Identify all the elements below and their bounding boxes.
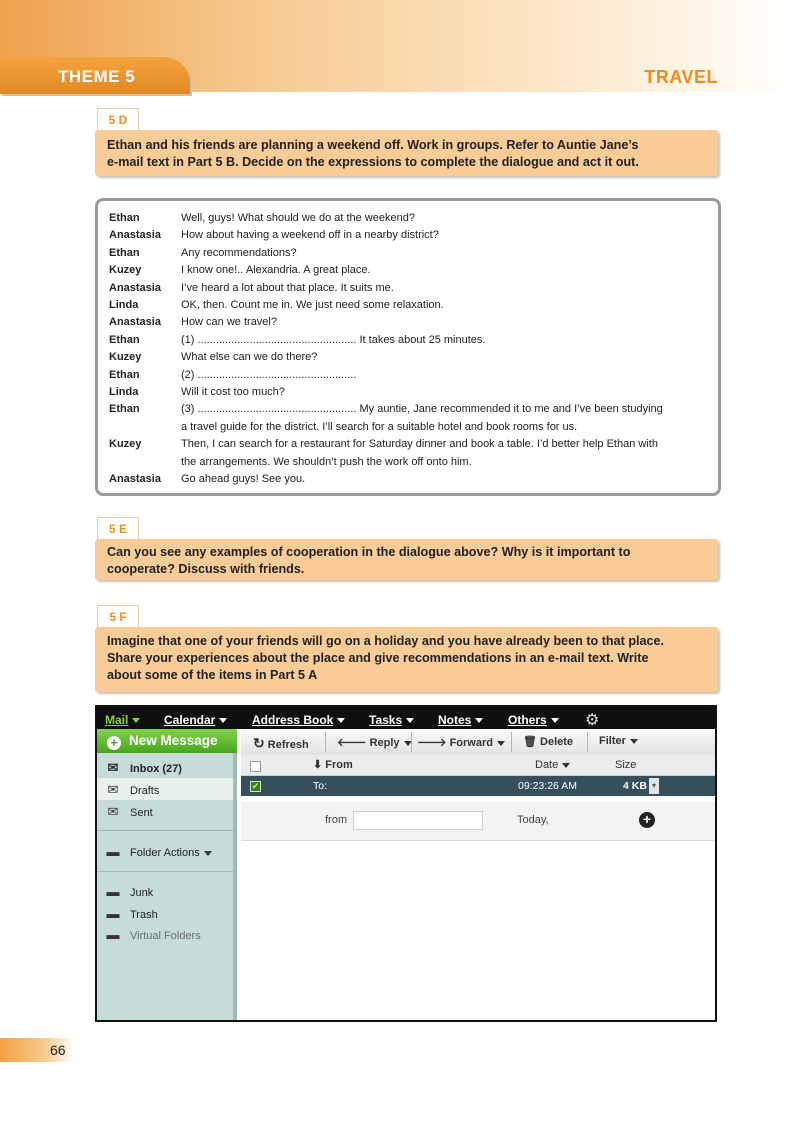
column-from[interactable] [313, 758, 353, 771]
instruction-5e-line-1: Can you see any examples of cooperation in the dialogue above? Why is it important to [107, 545, 631, 559]
speech: What else can we do there? [181, 351, 318, 364]
toolbar-separator [511, 732, 512, 752]
toolbar-separator [587, 732, 588, 752]
instruction-5d-line-1: Ethan and his friends are planning a weekend off. Work in groups. Refer to Auntie Jane’s [107, 138, 639, 152]
speaker: Anastasia [109, 316, 161, 329]
speaker: Kuzey [109, 351, 142, 364]
menu-mail[interactable] [105, 713, 140, 727]
folder-junk-label: Junk [130, 887, 154, 899]
speaker: Anastasia [109, 473, 161, 486]
speaker: Kuzey [109, 264, 142, 277]
dialogue-line [109, 367, 708, 384]
speech: Any recommendations? [181, 246, 297, 259]
menu-others[interactable] [508, 713, 559, 727]
menu-notes[interactable] [438, 713, 483, 727]
sidebar-divider [97, 871, 233, 872]
dialogue-box [95, 198, 721, 496]
message-to: To: [313, 780, 328, 792]
menu-tasks-label: Tasks [369, 713, 403, 727]
forward-button[interactable] [417, 735, 505, 749]
dialogue-line [109, 227, 708, 244]
column-size[interactable]: Size [615, 759, 637, 771]
dialogue-line [109, 245, 708, 262]
menu-calendar[interactable] [164, 713, 227, 727]
today-label: Today, [517, 814, 549, 826]
forward-arrow-icon: 🡒 [417, 737, 447, 749]
dialogue-line [109, 349, 708, 366]
speech: How about having a weekend off in a nearby district? [181, 229, 439, 242]
section-tag-5f: 5 F [97, 605, 139, 628]
dialogue-line [109, 297, 708, 314]
folder-sent[interactable] [105, 804, 153, 820]
instruction-5f-line-3: about some of the items in Part 5 A [107, 668, 318, 682]
from-filter-input[interactable] [353, 811, 483, 830]
chevron-down-icon [337, 718, 345, 723]
speaker: Ethan [109, 368, 140, 381]
instruction-5f-line-2: Share your experiences about the place and give recommendations in an e-mail text. Write [107, 651, 649, 665]
refresh-button[interactable] [253, 735, 309, 752]
speech: a travel guide for the district. I’ll search for a suitable hotel and book rooms for us. [181, 420, 578, 433]
dialogue-line [109, 384, 708, 401]
folder-icon: ▬ [106, 906, 120, 921]
speaker: Ethan [109, 246, 140, 259]
speech: (1) .................................................... It takes about 25 minutes. [181, 333, 486, 346]
trash-icon: 🗑 [523, 736, 537, 748]
speaker: Kuzey [109, 438, 142, 451]
folder-inbox[interactable] [105, 760, 182, 776]
plus-icon: + [107, 736, 121, 750]
column-from-label: From [325, 759, 353, 771]
folder-icon: ▬ [106, 844, 120, 859]
new-message-button[interactable] [97, 729, 237, 753]
folder-drafts[interactable] [105, 782, 159, 798]
delete-button[interactable] [523, 735, 573, 748]
folder-virtual-folders-label: Virtual Folders [130, 930, 201, 942]
filter-label: Filter [599, 735, 626, 747]
scroll-arrow-icon[interactable]: ▾ [649, 778, 659, 794]
dialogue-line [109, 471, 708, 488]
dialogue-line [109, 436, 708, 453]
page-number: 66 [50, 1042, 66, 1058]
message-row[interactable] [241, 776, 715, 796]
refresh-icon: ↻ [253, 735, 265, 751]
chevron-down-icon [551, 718, 559, 723]
select-all-checkbox[interactable] [250, 761, 261, 772]
topic-title: TRAVEL [644, 67, 718, 87]
instruction-5f-line-1: Imagine that one of your friends will go on a holiday and you have already been to that place. [107, 634, 665, 648]
toolbar-separator [325, 732, 326, 752]
dialogue-line [109, 280, 708, 297]
dialogue-line [109, 332, 708, 349]
chevron-down-icon [630, 739, 638, 744]
folder-icon: ▬ [106, 884, 120, 899]
mail-menubar [97, 707, 715, 729]
speaker: Ethan [109, 212, 140, 224]
section-tag-5d: 5 D [97, 108, 139, 131]
speech: OK, then. Count me in. We just need some relaxation. [181, 299, 444, 312]
column-date-label: Date [535, 759, 559, 771]
from-filter-label: from [325, 814, 347, 826]
speaker: Ethan [109, 333, 140, 346]
dialogue-line [109, 210, 708, 227]
new-message-label: New Message [129, 733, 218, 748]
sent-icon: ✉ [107, 804, 119, 819]
folder-drafts-label: Drafts [130, 785, 160, 797]
mail-toolbar [241, 729, 715, 756]
speech: Will it cost too much? [181, 386, 285, 399]
dialogue-line [109, 314, 708, 331]
chevron-down-icon [562, 763, 570, 768]
message-size: 4 KB [623, 780, 647, 792]
speech: Well, guys! What should we do at the weekend? [181, 212, 415, 224]
folder-junk[interactable] [105, 884, 153, 899]
menu-notes-label: Notes [438, 713, 472, 727]
filter-row [241, 802, 715, 841]
dialogue-line [109, 401, 708, 418]
speaker: Anastasia [109, 281, 161, 294]
inbox-icon: ✉ [107, 760, 119, 775]
chevron-down-icon [132, 718, 140, 723]
menu-mail-label: Mail [105, 713, 129, 727]
folder-sidebar [97, 729, 237, 1022]
instruction-5d [95, 130, 718, 176]
chevron-down-icon [219, 718, 227, 723]
message-checkbox[interactable]: ✔ [251, 781, 260, 791]
forward-label: Forward [449, 737, 493, 749]
menu-address-book-label: Address Book [252, 713, 334, 727]
section-tag-5e: 5 E [97, 517, 139, 540]
theme-label: THEME 5 [58, 67, 136, 86]
instruction-5d-line-2: e-mail text in Part 5 B. Decide on the expressions to complete the dialogue and act it out. [107, 155, 639, 169]
reply-button[interactable] [337, 735, 412, 749]
menu-address-book[interactable] [252, 713, 345, 727]
chevron-down-icon [406, 718, 414, 723]
chevron-down-icon [475, 718, 483, 723]
dialogue-line [109, 262, 708, 279]
speaker: Linda [109, 299, 139, 312]
sidebar-divider [97, 830, 233, 831]
column-date[interactable] [535, 759, 570, 771]
speaker [109, 454, 181, 471]
sort-down-icon: ⬇ [313, 759, 323, 771]
menu-calendar-label: Calendar [164, 713, 216, 727]
instruction-5e [95, 539, 718, 580]
speech: the arrangements. We shouldn’t push the work off onto him. [181, 455, 472, 468]
speech: Then, I can search for a restaurant for Saturday dinner and book a table. I’d better help Ethan with [181, 438, 658, 451]
speech: Go ahead guys! See you. [181, 473, 306, 486]
reply-label: Reply [369, 737, 400, 749]
speech: (2) .................................................... [181, 368, 357, 381]
chevron-down-icon [497, 741, 505, 746]
speaker: Linda [109, 386, 139, 399]
folder-virtual-folders[interactable] [105, 927, 201, 942]
message-column-header [241, 755, 715, 776]
speech: (3) .................................................... My auntie, Jane recommended it to me and I’ve been studying [181, 403, 663, 416]
speech: How can we travel? [181, 316, 277, 329]
chevron-down-icon [204, 851, 212, 856]
speaker: Anastasia [109, 229, 161, 242]
dialogue-line [109, 419, 708, 436]
folder-actions[interactable] [105, 844, 212, 859]
folder-trash-label: Trash [130, 909, 158, 921]
speaker [109, 419, 181, 436]
drafts-icon: ✉ [107, 782, 119, 797]
message-time: 09:23:26 AM [518, 780, 577, 792]
speech: I’ve heard a lot about that place. It suits me. [181, 281, 394, 294]
reply-arrow-icon: 🡐 [337, 737, 367, 749]
instruction-5e-line-2: cooperate? Discuss with friends. [107, 562, 305, 576]
refresh-label: Refresh [267, 739, 309, 751]
delete-label: Delete [540, 736, 574, 748]
menu-others-label: Others [508, 713, 547, 727]
mail-client-window [95, 705, 717, 1022]
dialogue-line [109, 454, 708, 471]
speech: I know one!.. Alexandria. A great place. [181, 264, 371, 277]
speaker: Ethan [109, 403, 140, 416]
add-circle-icon[interactable]: + [639, 812, 655, 828]
folder-inbox-label: Inbox (27) [130, 763, 182, 775]
gear-icon[interactable]: ⚙ [585, 712, 600, 729]
instruction-5f [95, 627, 718, 692]
toolbar-separator [411, 732, 412, 752]
folder-trash[interactable] [105, 906, 158, 921]
add-folder-icon: ▬ [106, 927, 120, 942]
menu-tasks[interactable] [369, 713, 414, 727]
folder-sent-label: Sent [130, 807, 153, 819]
folder-actions-label: Folder Actions [130, 847, 200, 859]
filter-button[interactable] [599, 735, 638, 747]
